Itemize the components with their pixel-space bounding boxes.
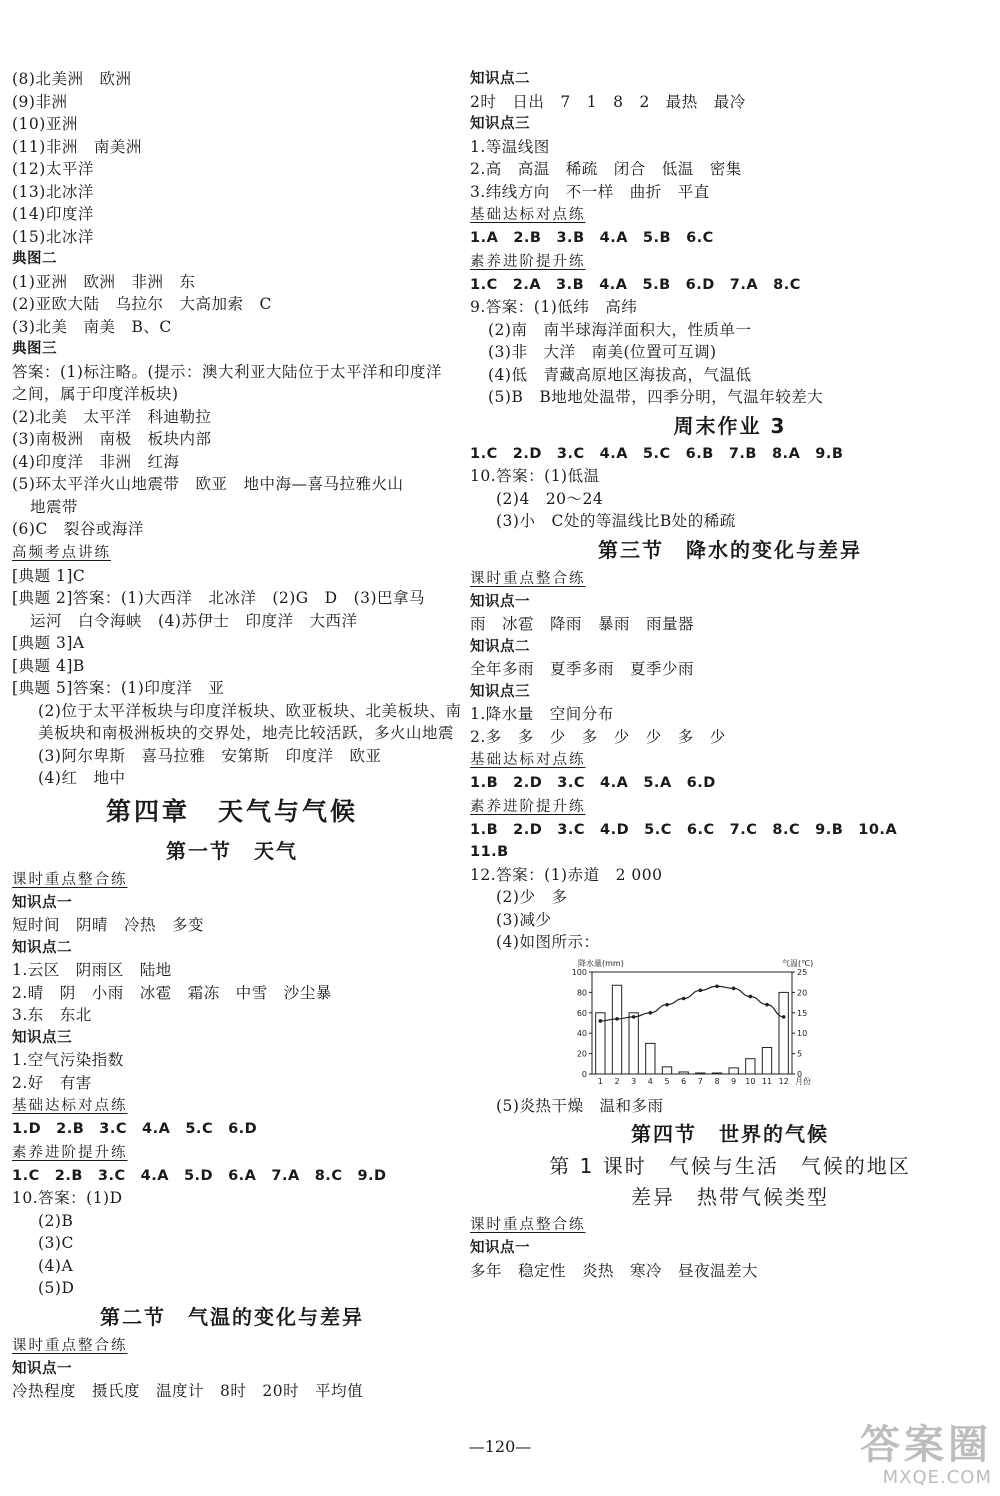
text-line: (4)低 青藏高原地区海拔高，气温低 xyxy=(488,365,752,384)
section-heading: 第一节 天气 xyxy=(166,838,298,863)
text-line: 短时间 阴晴 冷热 多变 xyxy=(12,916,205,934)
text-line: (10)亚洲 xyxy=(12,115,78,133)
text-line: (4)A xyxy=(38,1256,74,1275)
exercise-subheading: 课时重点整合练 xyxy=(470,1217,586,1233)
text-line: (3)阿尔卑斯 喜马拉雅 安第斯 印度洋 欧亚 xyxy=(38,746,382,765)
bold-answer-line: 知识点三 xyxy=(12,1029,72,1046)
right-tick-label: 25 xyxy=(797,967,808,977)
text-line: 3.东 东北 xyxy=(12,1006,92,1024)
left-column xyxy=(12,68,462,1403)
text-line: 多年 稳定性 炎热 寒冷 昼夜温差大 xyxy=(470,1261,759,1280)
temperature-point xyxy=(782,1015,786,1019)
x-tick-label: 7 xyxy=(697,1076,703,1086)
text-line: (1)亚洲 欧洲 非洲 东 xyxy=(12,272,196,291)
text-line: 1.降水量 空间分布 xyxy=(470,705,614,723)
text-line: 12.答案：(1)赤道 2 000 xyxy=(470,865,663,884)
bold-answer-line: 知识点一 xyxy=(12,1360,72,1377)
text-line: 之间，属于印度洋板块) xyxy=(12,385,179,403)
section-heading: 第四节 世界的气候 xyxy=(631,1122,829,1146)
text-line: (2)B xyxy=(38,1211,74,1230)
x-tick-label: 10 xyxy=(745,1076,756,1086)
exercise-subheading: 素养进阶提升练 xyxy=(12,1144,128,1161)
precip-bar xyxy=(779,992,788,1074)
bold-answer-line: 知识点二 xyxy=(470,71,530,87)
text-line: (5)炎热干燥 温和多雨 xyxy=(496,1096,664,1115)
text-line: (15)北冰洋 xyxy=(12,227,94,246)
text-line: [典题 1]C xyxy=(12,566,86,585)
exercise-subheading: 高频考点讲练 xyxy=(12,544,111,561)
temperature-point xyxy=(699,988,703,992)
bold-answer-line: 11.B xyxy=(470,844,509,860)
bold-answer-line: 1.C 2.A 3.B 4.A 5.B 6.D 7.A 8.C xyxy=(470,276,801,293)
text-line: 冷热程度 摄氏度 温度计 8时 20时 平均值 xyxy=(12,1382,364,1400)
text-line: 全年多雨 夏季多雨 夏季少雨 xyxy=(470,660,695,678)
text-line: (2)少 多 xyxy=(496,888,568,906)
bold-answer-line: 典图二 xyxy=(12,251,57,267)
text-line: (4)如图所示： xyxy=(496,933,600,951)
exercise-subheading: 课时重点整合练 xyxy=(12,1337,128,1354)
text-line: (5)D xyxy=(38,1279,75,1297)
text-line: (3)南极洲 南极 板块内部 xyxy=(12,430,212,448)
bold-answer-line: 知识点三 xyxy=(470,683,530,700)
precip-bar xyxy=(746,1058,755,1073)
precip-bar xyxy=(762,1047,771,1074)
text-line: [典题 3]A xyxy=(12,634,85,652)
temperature-point xyxy=(599,1019,603,1023)
text-line: (3)非 大洋 南美(位置可互调) xyxy=(488,343,717,361)
precip-bar xyxy=(712,1072,721,1073)
temperature-point xyxy=(715,984,719,988)
x-tick-label: 4 xyxy=(647,1076,653,1086)
text-line: 9.答案：(1)低纬 高纬 xyxy=(470,298,638,316)
right-tick-label: 0 xyxy=(797,1069,803,1079)
text-line: 雨 冰雹 降雨 暴雨 雨量器 xyxy=(470,615,695,633)
right-column xyxy=(470,68,990,1282)
x-tick-label: 6 xyxy=(681,1076,687,1086)
left-tick-label: 0 xyxy=(581,1069,587,1079)
text-line: (3)减少 xyxy=(496,910,552,929)
bold-answer-line: 1.C 2.B 3.C 4.A 5.D 6.A 7.A 8.C 9.D xyxy=(12,1167,387,1184)
text-line: [典题 4]B xyxy=(12,656,85,675)
text-line: 美板块和南极洲板块的交界处，地壳比较活跃，多火山地震 xyxy=(38,724,455,742)
text-line: 地震带 xyxy=(30,497,79,516)
text-line: (2)南 南半球海洋面积大，性质单一 xyxy=(488,320,752,339)
temperature-line xyxy=(600,986,783,1021)
left-axis-label: 降水量(mm) xyxy=(578,958,624,968)
text-line: (12)太平洋 xyxy=(12,160,94,178)
exercise-subheading: 基础达标对点练 xyxy=(470,207,586,223)
bold-answer-line: 知识点三 xyxy=(470,116,530,132)
watermark-domain: MXQE.COM xyxy=(882,1467,992,1488)
lesson-heading: 差异 热带气候类型 xyxy=(631,1185,829,1209)
lesson-heading: 第 1 课时 气候与生活 气候的地区 xyxy=(549,1154,911,1178)
text-line: (14)印度洋 xyxy=(12,205,94,223)
text-line: 2时 日出 7 1 8 2 最热 最冷 xyxy=(470,92,746,111)
x-tick-label: 5 xyxy=(664,1076,670,1086)
text-line: (8)北美洲 欧洲 xyxy=(12,70,132,88)
watermark-title: 答案圈 xyxy=(860,1422,992,1468)
text-line: 运河 白令海峡 (4)苏伊士 印度洋 大西洋 xyxy=(30,611,358,630)
precip-bar xyxy=(679,1071,688,1073)
right-tick-label: 20 xyxy=(797,987,808,997)
exercise-subheading: 课时重点整合练 xyxy=(12,871,128,888)
precip-bar xyxy=(646,1043,655,1074)
left-tick-label: 80 xyxy=(576,987,587,997)
text-line: 10.答案：(1)D xyxy=(12,1189,123,1207)
exercise-subheading: 课时重点整合练 xyxy=(470,570,586,587)
text-line: (3)北美 南美 B、C xyxy=(12,317,172,336)
text-line: 2.好 有害 xyxy=(12,1073,92,1092)
bold-answer-line: 1.D 2.B 3.C 4.A 5.C 6.D xyxy=(12,1121,258,1137)
left-tick-label: 100 xyxy=(571,967,587,977)
bold-answer-line: 知识点二 xyxy=(12,939,72,956)
exercise-subheading: 基础达标对点练 xyxy=(12,1098,128,1114)
bold-answer-line: 1.B 2.D 3.C 4.A 5.A 6.D xyxy=(470,775,716,791)
x-axis-label: 月份 xyxy=(795,1076,811,1086)
x-tick-label: 1 xyxy=(597,1076,603,1086)
text-line: 1.云区 阴雨区 陆地 xyxy=(12,961,172,979)
text-line: 2.高 高温 稀疏 闭合 低温 密集 xyxy=(470,160,742,178)
text-line: 2.晴 阴 小雨 冰雹 霜冻 中雪 沙尘暴 xyxy=(12,983,332,1002)
climate-chart xyxy=(570,956,820,1091)
text-line: (3)小 C处的等温线比B处的稀疏 xyxy=(496,512,736,530)
left-tick-label: 60 xyxy=(576,1008,587,1018)
temperature-point xyxy=(632,1015,636,1019)
section-heading: 周末作业 3 xyxy=(673,413,787,438)
text-line: (2)北美 太平洋 科迪勒拉 xyxy=(12,407,212,426)
bold-answer-line: 知识点一 xyxy=(470,593,530,610)
text-line: (2)位于太平洋板块与印度洋板块、欧亚板块、北美板块、南 xyxy=(38,701,462,720)
x-tick-label: 3 xyxy=(631,1076,637,1086)
precip-bar xyxy=(629,1012,638,1073)
precip-bar xyxy=(612,985,621,1074)
watermark-logo xyxy=(860,1423,992,1488)
text-line: (13)北冰洋 xyxy=(12,182,94,201)
text-line: (4)印度洋 非洲 红海 xyxy=(12,452,180,471)
bold-answer-line: 1.B 2.D 3.C 4.D 5.C 6.C 7.C 8.C 9.B 10.A xyxy=(470,821,898,838)
bold-answer-line: 典图三 xyxy=(12,341,57,357)
text-line: (9)非洲 xyxy=(12,92,68,111)
text-line: (5)B B地地处温带，四季分明，气温年较差大 xyxy=(488,388,824,406)
section-heading: 第二节 气温的变化与差异 xyxy=(100,1304,364,1329)
text-line: 1.空气污染指数 xyxy=(12,1051,124,1069)
text-line: (4)红 地中 xyxy=(38,769,126,787)
left-tick-label: 40 xyxy=(576,1028,587,1038)
precip-bar xyxy=(729,1067,738,1073)
exercise-subheading: 素养进阶提升练 xyxy=(470,798,586,815)
x-tick-label: 9 xyxy=(731,1076,737,1086)
bold-answer-line: 知识点一 xyxy=(12,894,72,911)
exercise-subheading: 基础达标对点练 xyxy=(470,752,586,768)
bold-answer-line: 1.C 2.D 3.C 4.A 5.C 6.B 7.B 8.A 9.B xyxy=(470,445,844,462)
text-line: 2.多 多 少 多 少 少 多 少 xyxy=(470,727,726,746)
temperature-point xyxy=(649,1011,653,1015)
text-line: [典题 2]答案：(1)大西洋 北冰洋 (2)G D (3)巴拿马 xyxy=(12,589,426,607)
x-tick-label: 2 xyxy=(614,1076,620,1086)
right-axis-label: 气温(℃) xyxy=(782,958,814,968)
right-tick-label: 5 xyxy=(797,1049,803,1059)
precip-bar xyxy=(696,1072,705,1073)
x-tick-label: 11 xyxy=(761,1076,773,1086)
temperature-point xyxy=(765,1002,769,1006)
text-line: 3.纬线方向 不一样 曲折 平直 xyxy=(470,182,710,201)
text-line: 答案：(1)标注略。(提示：澳大利亚大陆位于太平洋和印度洋 xyxy=(12,362,443,381)
section-heading: 第三节 降水的变化与差异 xyxy=(598,537,862,562)
text-line: (2)4 20～24 xyxy=(496,489,604,508)
right-tick-label: 10 xyxy=(797,1028,808,1038)
precip-bar xyxy=(662,1066,671,1073)
bold-answer-line: 1.A 2.B 3.B 4.A 5.B 6.C xyxy=(470,230,714,246)
temperature-point xyxy=(682,996,686,1000)
text-line: 10.答案：(1)低温 xyxy=(470,467,600,485)
temperature-point xyxy=(732,986,736,990)
x-tick-label: 8 xyxy=(714,1076,720,1086)
temperature-point xyxy=(749,994,753,998)
temperature-point xyxy=(665,1002,669,1006)
text-line: (11)非洲 南美洲 xyxy=(12,137,142,156)
chapter-heading: 第四章 天气与气候 xyxy=(105,796,358,826)
left-tick-label: 20 xyxy=(576,1049,587,1059)
text-line: (6)C 裂谷或海洋 xyxy=(12,520,144,538)
exercise-subheading: 素养进阶提升练 xyxy=(470,253,586,270)
bold-answer-line: 知识点一 xyxy=(470,1240,530,1256)
text-line: (5)环太平洋火山地震带 欧亚 地中海—喜马拉雅火山 xyxy=(12,475,404,493)
right-tick-label: 15 xyxy=(797,1008,808,1018)
text-line: [典题 5]答案：(1)印度洋 亚 xyxy=(12,679,225,697)
text-line: (2)亚欧大陆 乌拉尔 大高加索 C xyxy=(12,295,272,313)
text-line: 1.等温线图 xyxy=(470,137,550,156)
temperature-point xyxy=(615,1017,619,1021)
x-tick-label: 12 xyxy=(778,1076,789,1086)
page-number: —120— xyxy=(468,1437,532,1456)
bold-answer-line: 知识点二 xyxy=(470,638,530,655)
text-line: (3)C xyxy=(38,1234,74,1252)
